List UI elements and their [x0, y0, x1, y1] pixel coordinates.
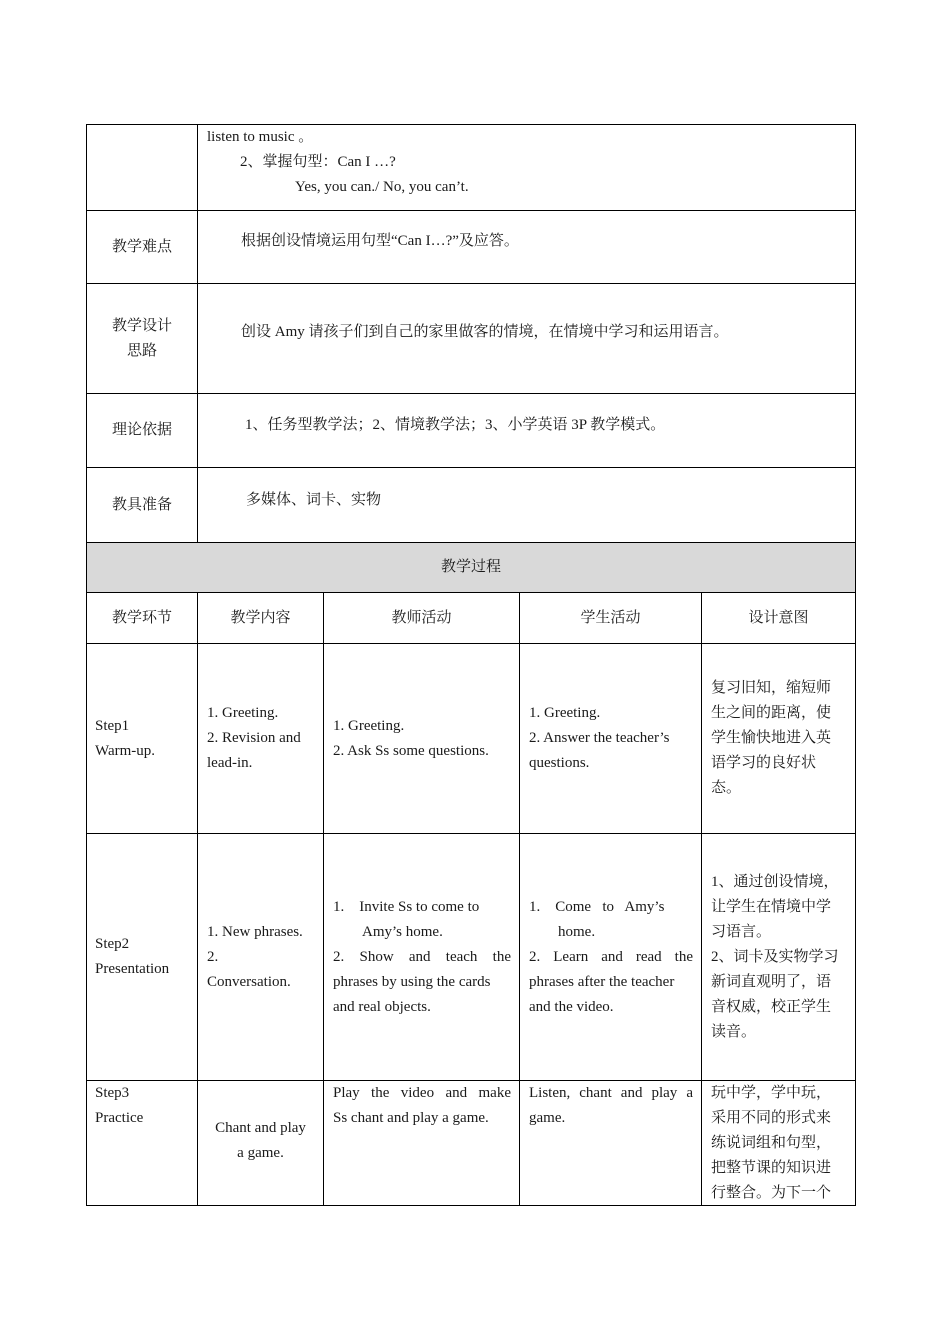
header-teacher: 教师活动: [391, 609, 452, 626]
step2-teacher: 1. Invite Ss to come to Amy’s home. 2. Show and teach the phrases by using the cards and real objects.: [333, 898, 511, 1015]
step3-teacher: Play the video and make Ss chant and play a game.: [333, 1085, 511, 1126]
step1-intent: 复习旧知，缩短师 生之间的距离，使 学生愉快地进入英 语学习的良好状 态。: [711, 680, 832, 796]
lesson-plan-table: [86, 124, 856, 1206]
border-line: [519, 592, 520, 1206]
design-idea-label: 教学设计 思路: [111, 317, 172, 359]
step3-content: Chant and play a game.: [215, 1120, 306, 1161]
header-intent: 设计意图: [748, 609, 809, 626]
step1-teacher: 1. Greeting. 2. Ask Ss some questions.: [333, 717, 489, 759]
border-line: [701, 592, 702, 1206]
step1-content: 1. Greeting. 2. Revision and lead-in.: [207, 705, 301, 771]
step3-label: Step3 Practice: [95, 1085, 144, 1126]
border-line: [323, 592, 324, 1206]
materials-label: 教具准备: [111, 496, 172, 513]
border-line: [86, 283, 856, 284]
border-line: [197, 124, 198, 542]
header-content: 教学内容: [230, 609, 291, 626]
border-line: [86, 210, 856, 211]
step2-student: 1. Come to Amy’s home. 2. Learn and read the phrases after the teacher and the video.: [529, 898, 693, 1015]
border-line: [855, 124, 856, 1206]
design-idea-text: 创设 Amy 请孩子们到自己的家里做客的情境，在情境中学习和运用语言。: [241, 324, 729, 340]
border-line: [197, 592, 198, 1206]
materials-text: 多媒体、词卡、实物: [246, 492, 382, 508]
objectives-cell: [207, 125, 847, 209]
step1-label: Step1 Warm-up.: [95, 717, 156, 759]
difficulty-label: 教学难点: [111, 238, 172, 255]
step3-student: Listen, chant and play a game.: [529, 1085, 693, 1126]
step1-student: 1. Greeting. 2. Answer the teacher’s questions.: [529, 705, 670, 771]
theory-text: 1、任务型教学法；2、情境教学法；3、小学英语 3P 教学模式。: [245, 417, 666, 433]
process-title: 教学过程: [440, 559, 501, 575]
header-step: 教学环节: [111, 609, 172, 626]
objective-line: listen to music 。: [207, 129, 314, 145]
theory-label: 理论依据: [111, 422, 172, 438]
step2-content: 1. New phrases. 2. Conversation.: [207, 923, 303, 990]
border-line: [86, 393, 856, 394]
step3-intent: 玩中学，学中玩， 采用不同的形式来 练说词组和句型， 把整节课的知识进 行整合。为下一个: [711, 1085, 832, 1201]
border-line: [86, 467, 856, 468]
difficulty-text: 根据创设情境运用句型“Can I…?”及应答。: [241, 233, 519, 249]
step2-label: Step2 Presentation: [95, 936, 170, 977]
step2-intent: 1、通过创设情境， 让学生在情境中学 习语言。 2、词卡及实物学习 新词直观明了，语 音权威，校正学生 读音。: [711, 873, 839, 1040]
objective-line: 2、掌握句型：Can I …?: [240, 154, 396, 170]
objective-line: Yes, you can./ No, you can’t.: [295, 179, 469, 195]
header-student: 学生活动: [580, 609, 641, 626]
